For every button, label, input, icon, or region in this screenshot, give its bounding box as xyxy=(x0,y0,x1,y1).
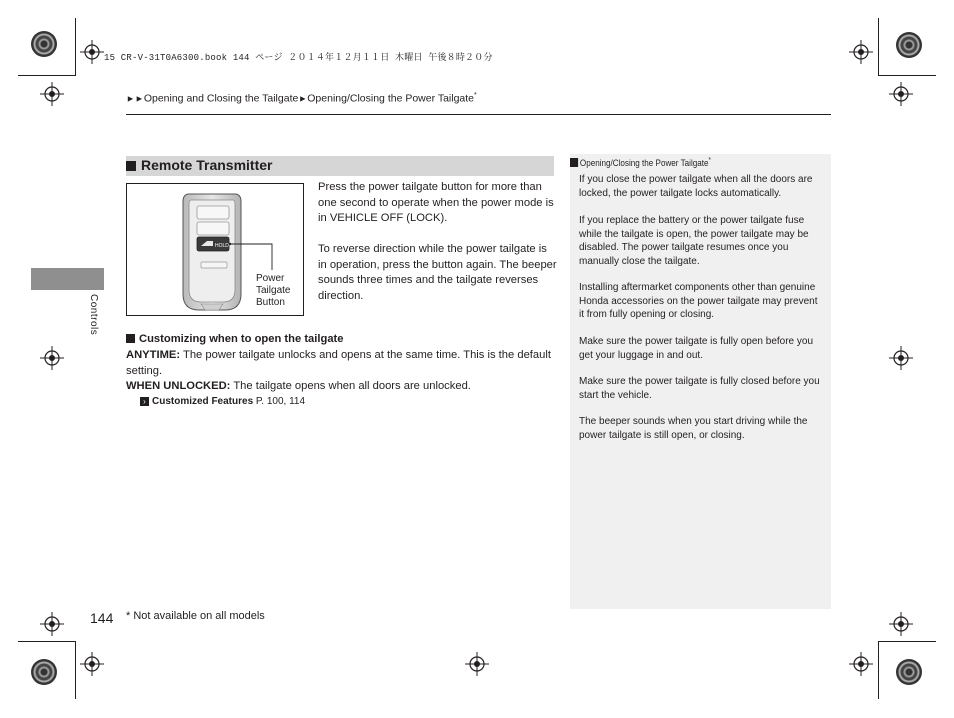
registration-rosette xyxy=(31,31,57,57)
registration-rosette xyxy=(896,659,922,685)
registration-mark-icon xyxy=(80,40,104,64)
remote-transmitter-figure xyxy=(126,183,304,316)
breadcrumb xyxy=(126,92,477,105)
footnote: * Not available on all models xyxy=(126,610,265,622)
registration-mark-icon xyxy=(40,612,64,636)
note-paragraph: Installing aftermarket components other than genuine Honda accessories on the power tailgate may prevent it from fully opening or closing. xyxy=(579,282,818,320)
registration-mark-icon xyxy=(849,40,873,64)
heading-square-icon xyxy=(126,161,136,171)
callout-line: Power xyxy=(256,273,285,284)
breadcrumb-arrow-icon: ► xyxy=(298,93,308,104)
callout-line: Button xyxy=(256,297,285,308)
breadcrumb-arrow-icon: ►► xyxy=(126,93,144,104)
reference-pages[interactable]: P. 100, 114 xyxy=(253,396,306,407)
when-unlocked-text: The tailgate opens when all doors are unlocked. xyxy=(230,380,471,392)
registration-mark-icon xyxy=(40,82,64,106)
anytime-label: ANYTIME: xyxy=(126,349,181,361)
anytime-paragraph xyxy=(126,348,556,379)
registration-mark-icon xyxy=(465,652,489,676)
registration-rosette xyxy=(31,659,57,685)
registration-mark-icon xyxy=(889,82,913,106)
chapter-tab[interactable] xyxy=(31,268,104,290)
note-paragraph: Make sure the power tailgate is fully closed before you start the vehicle. xyxy=(579,376,820,401)
section-heading xyxy=(126,156,554,176)
reference-arrow-icon: › xyxy=(140,397,149,406)
reference-title[interactable]: Customized Features xyxy=(152,396,254,407)
subsection-title: Customizing when to open the tailgate xyxy=(139,333,344,345)
registration-mark-icon xyxy=(889,612,913,636)
registration-mark-icon xyxy=(40,346,64,370)
note-arrow-icon xyxy=(570,158,578,167)
body-paragraph: To reverse direction while the power tailgate is in operation, press the button again. The beeper sounds three times and the tailgate reverses direction. xyxy=(318,243,557,302)
breadcrumb-current: Opening/Closing the Power Tailgate xyxy=(307,92,475,105)
hold-button-label: HOLD xyxy=(215,243,229,249)
note-paragraph: Make sure the power tailgate is fully open before you get your luggage in and out. xyxy=(579,336,814,361)
note-title xyxy=(570,157,711,168)
body-paragraph: Press the power tailgate button for more than one second to operate when the power mode is in VEHICLE OFF (LOCK). xyxy=(318,181,554,224)
cross-reference[interactable] xyxy=(140,396,305,407)
breadcrumb-footnote-mark: * xyxy=(474,92,477,99)
figure-callout xyxy=(256,273,290,309)
registration-mark-icon xyxy=(889,346,913,370)
chapter-tab-label: Controls xyxy=(88,294,99,336)
note-footnote-mark: * xyxy=(708,157,712,164)
callout-line: Tailgate xyxy=(256,285,291,296)
registration-rosette xyxy=(896,32,922,58)
section-title: Remote Transmitter xyxy=(141,157,273,173)
registration-mark-icon xyxy=(80,652,104,676)
when-unlocked-paragraph xyxy=(126,379,556,395)
note-paragraph: If you replace the battery or the power tailgate fuse while the tailgate is open, the power tailgate may be disabled. The power tailgate resumes once you manually close the tailgate. xyxy=(579,215,809,267)
anytime-text: The power tailgate unlocks and opens at the same time. This is the default setting. xyxy=(126,349,551,377)
note-paragraph: If you close the power tailgate when all the doors are locked, the power tailgate locks automatically. xyxy=(579,174,813,199)
header-divider xyxy=(126,114,831,115)
registration-mark-icon xyxy=(849,652,873,676)
heading-square-icon xyxy=(126,334,135,343)
when-unlocked-label: WHEN UNLOCKED: xyxy=(126,380,231,392)
subsection-heading xyxy=(126,333,343,345)
page-number: 144 xyxy=(90,610,114,626)
print-info: 15 CR-V-31T0A6300.book 144 ページ ２０１４年１２月１１日 木曜日 午後８時２０分 xyxy=(104,53,493,63)
note-paragraph: The beeper sounds when you start driving while the power tailgate is still open, or closing. xyxy=(579,416,808,441)
note-title-text: Opening/Closing the Power Tailgate xyxy=(579,158,709,168)
breadcrumb-link-tailgate[interactable]: Opening and Closing the Tailgate xyxy=(143,92,299,105)
